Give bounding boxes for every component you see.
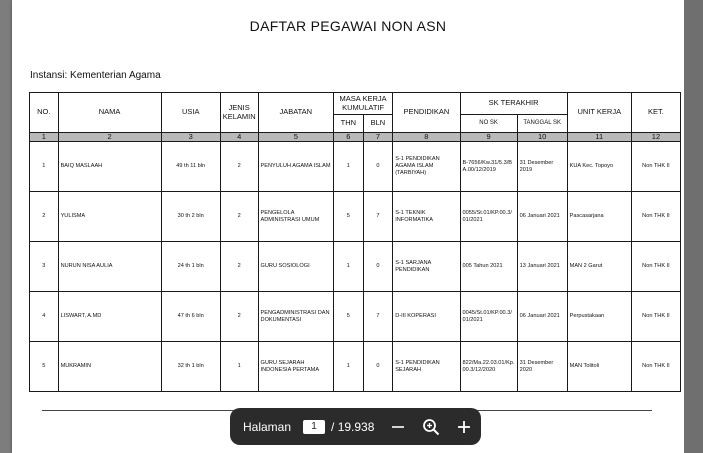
cell-bln: 7 [363, 292, 393, 342]
cell-jenis-kelamin: 1 [220, 342, 258, 392]
column-number: 3 [161, 133, 220, 142]
column-number: 5 [258, 133, 334, 142]
cell-jenis-kelamin: 2 [220, 192, 258, 242]
cell-jabatan: PENGADMINISTRASI DAN DOKUMENTASI [258, 292, 334, 342]
header-sk-terakhir: SK TERAKHIR [460, 93, 567, 115]
cell-jenis-kelamin: 2 [220, 242, 258, 292]
table-row [30, 192, 681, 242]
table-row [30, 292, 681, 342]
column-number: 4 [220, 133, 258, 142]
header-unit-kerja: UNIT KERJA [567, 93, 631, 133]
cell-bln: 7 [363, 192, 393, 242]
cell-unit-kerja: KUA Kec. Topoyo [567, 142, 631, 192]
employee-table [29, 92, 681, 392]
zoom-in-button[interactable] [455, 420, 473, 434]
header-thn: THN [334, 115, 364, 133]
table-row [30, 142, 681, 192]
cell-bln: 0 [363, 142, 393, 192]
cell-no-sk: 0045/St.01/KP.00.3/01/2021 [460, 292, 517, 342]
cell-jabatan: PENYULUH AGAMA ISLAM [258, 142, 334, 192]
header-pendidikan: PENDIDIKAN [393, 93, 460, 133]
page-label: Halaman [243, 419, 292, 434]
cell-thn: 1 [334, 342, 364, 392]
cell-ket: Non THK II [631, 192, 680, 242]
page-number-input[interactable] [303, 420, 325, 434]
document-page [12, 0, 684, 453]
cell-unit-kerja: MAN Tolitoli [567, 342, 631, 392]
cell-bln: 0 [363, 342, 393, 392]
cell-tanggal-sk: 13 Januari 2021 [517, 242, 567, 292]
cell-nama: MUKRAMIN [58, 342, 161, 392]
cell-pendidikan: S-1 PENDIDIKAN SEJARAH [393, 342, 460, 392]
cell-nama: BAIQ MASLAAH [58, 142, 161, 192]
table-row [30, 242, 681, 292]
page-navigation-toolbar [230, 408, 481, 445]
column-number: 2 [58, 133, 161, 142]
cell-tanggal-sk: 06 Januari 2021 [517, 192, 567, 242]
cell-jenis-kelamin: 2 [220, 142, 258, 192]
cell-pendidikan: D-III KOPERASI [393, 292, 460, 342]
header-no: NO. [30, 93, 59, 133]
zoom-out-button[interactable] [389, 420, 407, 434]
cell-jabatan: GURU SOSIOLOGI [258, 242, 334, 292]
cell-ket: Non THK II [631, 142, 680, 192]
column-number: 9 [460, 133, 517, 142]
cell-no-sk: B-7656/Kw.31/5.3/BA.00/12/2019 [460, 142, 517, 192]
cell-usia: 49 th 11 bln [161, 142, 220, 192]
column-number: 1 [30, 133, 59, 142]
header-jenis-kelamin: JENIS KELAMIN [220, 93, 258, 133]
header-usia: USIA [161, 93, 220, 133]
cell-no: 5 [30, 342, 59, 392]
zoom-button[interactable] [421, 418, 441, 436]
cell-tanggal-sk: 31 Desember 2019 [517, 142, 567, 192]
cell-pendidikan: S-1 TEKNIK INFORMATIKA [393, 192, 460, 242]
cell-tanggal-sk: 31 Desember 2020 [517, 342, 567, 392]
column-number: 10 [517, 133, 567, 142]
header-bln: BLN [363, 115, 393, 133]
cell-usia: 24 th 1 bln [161, 242, 220, 292]
cell-usia: 47 th 6 bln [161, 292, 220, 342]
cell-thn: 5 [334, 192, 364, 242]
magnifier-icon [422, 418, 440, 436]
cell-usia: 32 th 1 bln [161, 342, 220, 392]
plus-icon [457, 420, 471, 434]
minus-icon [391, 420, 405, 434]
cell-jabatan: PENGELOLA ADMINISTRASI UMUM [258, 192, 334, 242]
cell-ket: Non THK II [631, 292, 680, 342]
cell-no: 3 [30, 242, 59, 292]
column-number: 12 [631, 133, 680, 142]
cell-jabatan: GURU SEJARAH INDONESIA PERTAMA [258, 342, 334, 392]
cell-thn: 1 [334, 142, 364, 192]
header-ket: KET. [631, 93, 680, 133]
column-number: 8 [393, 133, 460, 142]
column-number: 7 [363, 133, 393, 142]
cell-nama: NURUN NISA AULIA [58, 242, 161, 292]
column-number-row [30, 133, 681, 142]
header-nama: NAMA [58, 93, 161, 133]
cell-usia: 30 th 2 bln [161, 192, 220, 242]
header-jabatan: JABATAN [258, 93, 334, 133]
instansi-label: Instansi: Kementerian Agama [30, 70, 161, 81]
cell-nama: YULISMA [58, 192, 161, 242]
header-masa-kerja: MASA KERJA KUMULATIF [334, 93, 393, 115]
cell-unit-kerja: Pascasarjana [567, 192, 631, 242]
cell-no-sk: 822/Ma.22.03.01/Kp.00.3/12/2020 [460, 342, 517, 392]
cell-no-sk: 0055/St.01/KP.00.3/01/2021 [460, 192, 517, 242]
cell-pendidikan: S-1 SARJANA PENDIDIKAN [393, 242, 460, 292]
viewer-scrollbar[interactable] [684, 0, 703, 453]
header-no-sk: NO SK [460, 115, 517, 133]
table-row [30, 342, 681, 392]
page-total: / 19.938 [331, 419, 375, 434]
cell-nama: LISWART, A.MD [58, 292, 161, 342]
cell-ket: Non THK II [631, 242, 680, 292]
cell-tanggal-sk: 06 Januari 2021 [517, 292, 567, 342]
header-tanggal-sk: TANGGAL SK [517, 115, 567, 133]
cell-no: 2 [30, 192, 59, 242]
cell-pendidikan: S-1 PENDIDIKAN AGAMA ISLAM (TARBIYAH) [393, 142, 460, 192]
cell-thn: 1 [334, 242, 364, 292]
cell-no-sk: 005 Tahun 2021 [460, 242, 517, 292]
cell-no: 4 [30, 292, 59, 342]
cell-bln: 0 [363, 242, 393, 292]
document-title: DAFTAR PEGAWAI NON ASN [249, 18, 447, 34]
cell-ket: Non THK II [631, 342, 680, 392]
cell-unit-kerja: MAN 2 Garut [567, 242, 631, 292]
column-number: 11 [567, 133, 631, 142]
cell-unit-kerja: Perpustakaan [567, 292, 631, 342]
column-number: 6 [334, 133, 364, 142]
cell-jenis-kelamin: 2 [220, 292, 258, 342]
cell-no: 1 [30, 142, 59, 192]
cell-thn: 5 [334, 292, 364, 342]
